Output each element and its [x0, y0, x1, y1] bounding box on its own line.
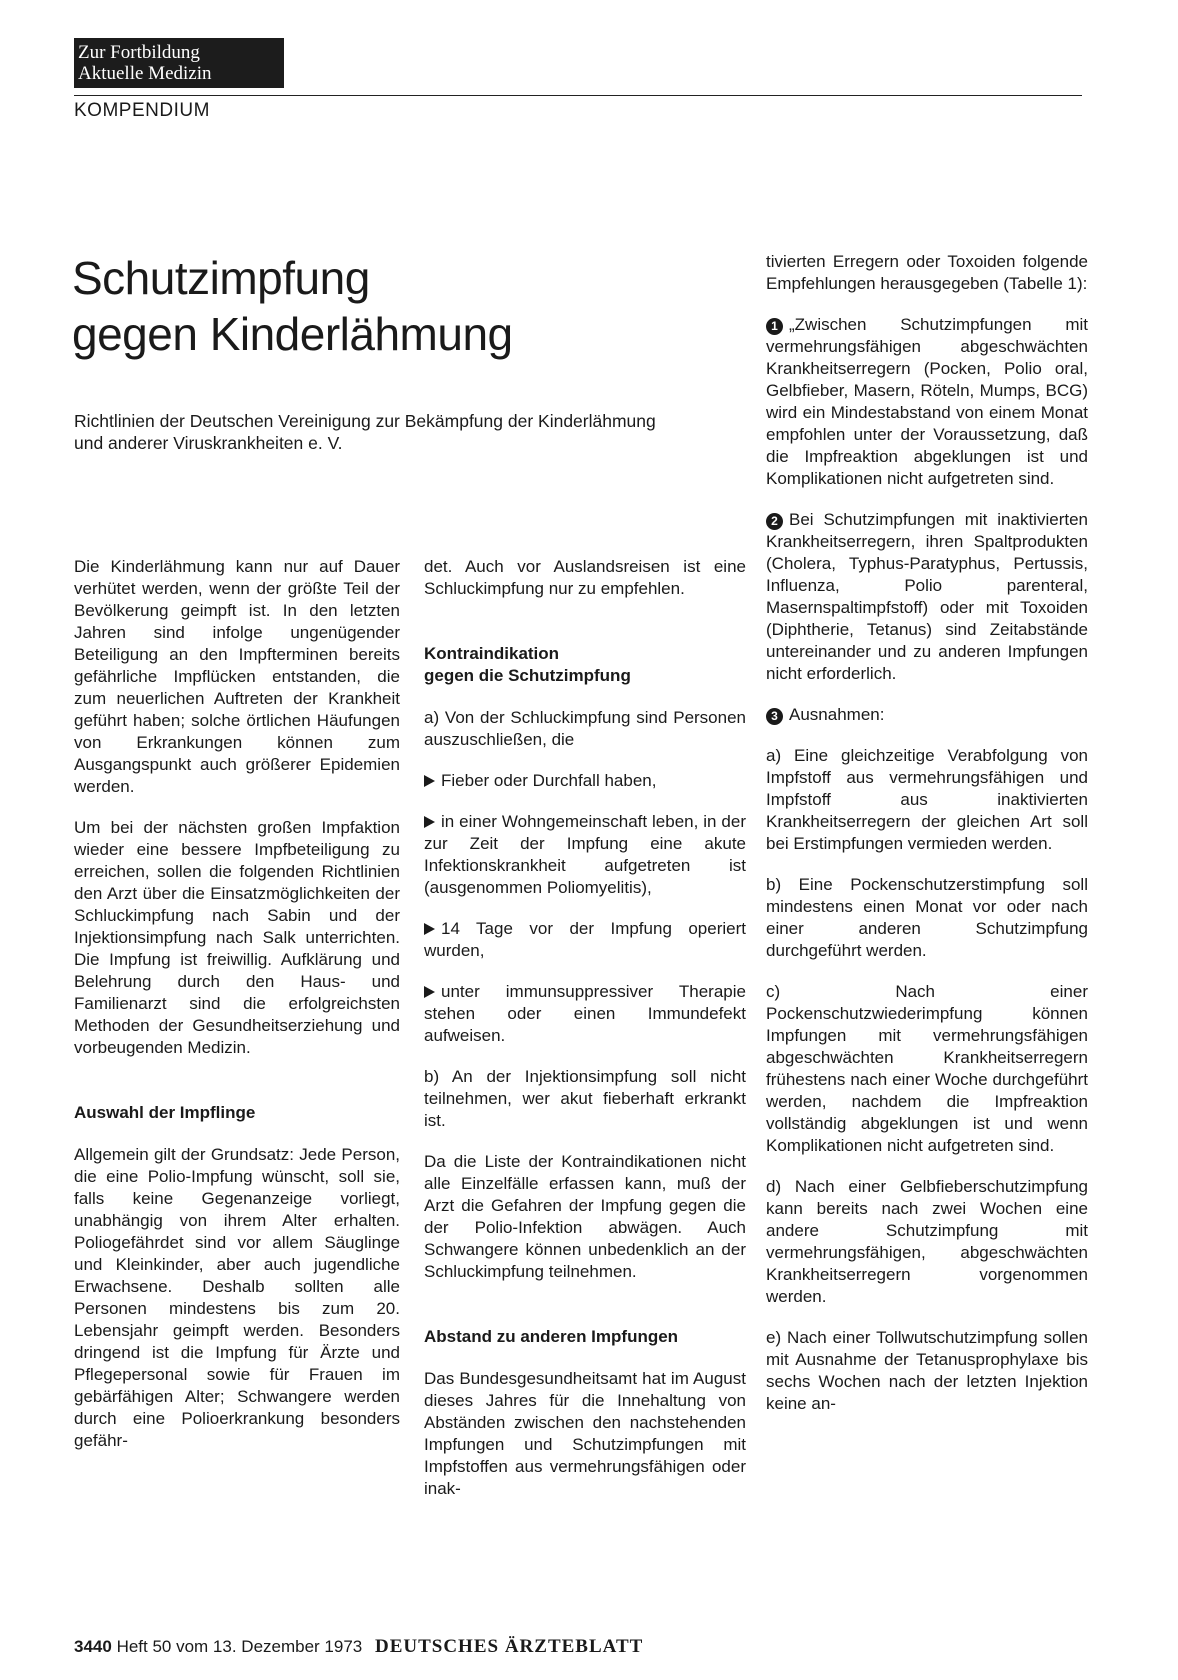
header-rule: [74, 95, 1082, 96]
triangle-bullet-icon: [424, 923, 435, 935]
number-2-icon: 2: [766, 513, 783, 530]
section-label-box: [74, 38, 284, 88]
bullet-text: 14 Tage vor der Impfung operiert wurden,: [424, 919, 746, 960]
paragraph: Um bei der nächsten großen Impfaktion wieder eine bessere Impfbeteiligung zu erreichen, sollen die folgenden Richtlinien den Arzt über die Einsatzmöglichkeiten der Schluckimpfung nach Sabin und der Injektionsimpfung nach Salk unterrichten. Die Impfung ist freiwillig. Aufklärung und Belehrung durch den Haus- und Familienarzt sind die erfolgreichsten Methoden der Gesundheitserziehung und vorbeugenden Medizin.: [74, 818, 400, 1057]
numbered-item: [766, 704, 1088, 726]
triangle-bullet-icon: [424, 775, 435, 787]
article-subtitle: [74, 410, 764, 454]
section-label-line2: Aktuelle Medizin: [78, 63, 212, 84]
numbered-text: Ausnahmen:: [789, 705, 885, 724]
section-title: KOMPENDIUM: [74, 100, 210, 121]
section-heading: Abstand zu anderen Impfungen: [424, 1327, 679, 1346]
article-title-line1: Schutzimpfung: [72, 252, 370, 304]
section-heading-line1: Kontraindikation: [424, 644, 560, 663]
paragraph: e) Nach einer Tollwutschutzimpfung sollen mit Ausnahme der Tetanusprophylaxe bis sechs Wochen nach der letzten Injektion keine an-: [766, 1328, 1088, 1413]
section-heading-line2: gegen die Schutzimpfung: [424, 666, 631, 685]
bullet-item: [424, 770, 746, 792]
numbered-text: Bei Schutzimpfungen mit inaktivierten Krankheitserregern, ihren Spaltprodukten (Cholera, Typhus-Paratyphus, Pertussis, Influenza, Polio parenteral, Masernspaltimpfstoff) oder mit Toxoiden (Diphtherie, Tetanus) sind Zeitabstände untereinander und zu anderen Impfungen nicht erforderlich.: [766, 510, 1088, 683]
section-label-line1: Zur Fortbildung: [78, 42, 200, 63]
section-heading: Auswahl der Impflinge: [74, 1103, 256, 1122]
bullet-text: unter immunsuppressiver Therapie stehen oder einen Immundefekt aufweisen.: [424, 982, 746, 1045]
paragraph: Da die Liste der Kontraindikationen nicht alle Einzelfälle erfassen kann, muß der Arzt die Gefahren der Impfung gegen die der Polio-Infektion abwägen. Auch Schwangere können unbedenklich an der Schluckimpfung teilnehmen.: [424, 1152, 746, 1281]
paragraph: b) Eine Pockenschutzerstimpfung soll mindestens einen Monat vor oder nach einer anderen Schutzimpfung durchgeführt werden.: [766, 875, 1088, 960]
issue-info: Heft 50 vom 13. Dezember 1973: [116, 1637, 363, 1656]
bullet-item: [424, 811, 746, 899]
article-subtitle-line2: und anderer Viruskrankheiten e. V.: [74, 433, 343, 453]
paragraph: Das Bundesgesundheitsamt hat im August dieses Jahres für die Innehaltung von Abständen zwischen den nachstehenden Impfungen und Schutzimpfungen mit Impfstoffen aus vermehrungsfähigen oder inak-: [424, 1369, 746, 1498]
numbered-text: „Zwischen Schutzimpfungen mit vermehrungsfähigen abgeschwächten Krankheitserregern (Pocken, Polio oral, Gelbfieber, Masern, Röteln, Mumps, BCG) wird ein Mindestabstand von einem Monat empfohlen unter der Voraussetzung, daß die Impfreaktion abgeklungen ist und Komplikationen nicht aufgetreten sind.: [766, 315, 1088, 488]
numbered-item: [766, 314, 1088, 490]
paragraph: a) Eine gleichzeitige Verabfolgung von Impfstoff aus vermehrungsfähigen und Impfstoff aus inaktivierten Krankheitserregern der gleichen Art soll bei Erstimpfungen vermieden werden.: [766, 746, 1088, 853]
paragraph: a) Von der Schluckimpfung sind Personen auszuschließen, die: [424, 708, 746, 749]
article-subtitle-line1: Richtlinien der Deutschen Vereinigung zur Bekämpfung der Kinderlähmung: [74, 411, 656, 431]
section-heading: [424, 643, 746, 687]
magazine-name: DEUTSCHES ÄRZTEBLATT: [374, 1636, 644, 1657]
article-title: [72, 250, 732, 362]
bullet-item: [424, 918, 746, 962]
column-1: [74, 556, 400, 1471]
page-number: 3440: [74, 1637, 112, 1656]
paragraph: Die Kinderlähmung kann nur auf Dauer verhütet werden, wenn der größte Teil der Bevölkerung geimpft ist. In den letzten Jahren sind infolge ungenügender Beteiligung an den Impfterminen bereits gefährliche Impflücken entstanden, die zum neuerlichen Auftreten der Krankheit geführt haben; solche örtlichen Häufungen von Erkrankungen können zum Ausgangspunkt auch größerer Epidemien werden.: [74, 557, 400, 796]
numbered-item: [766, 509, 1088, 685]
column-3: [766, 251, 1088, 1434]
paragraph: c) Nach einer Pockenschutzwiederimpfung können Impfungen mit vermehrungsfähigen abgeschwächten Krankheitserregern frühestens nach einer Woche durchgeführt werden, nachdem die Impfreaktion vollständig abgeklungen ist und wenn Komplikationen nicht aufgetreten sind.: [766, 982, 1088, 1155]
number-3-icon: 3: [766, 708, 783, 725]
column-2: [424, 556, 746, 1519]
triangle-bullet-icon: [424, 986, 435, 998]
bullet-item: [424, 981, 746, 1047]
article-title-line2: gegen Kinderlähmung: [72, 308, 513, 360]
paragraph: b) An der Injektionsimpfung soll nicht teilnehmen, wer akut fieberhaft erkrankt ist.: [424, 1067, 746, 1130]
paragraph: det. Auch vor Auslandsreisen ist eine Schluckimpfung nur zu empfehlen.: [424, 557, 746, 598]
paragraph: tivierten Erregern oder Toxoiden folgende Empfehlungen herausgegeben (Tabelle 1):: [766, 252, 1088, 293]
bullet-text: Fieber oder Durchfall haben,: [441, 771, 657, 790]
number-1-icon: 1: [766, 318, 783, 335]
paragraph: Allgemein gilt der Grundsatz: Jede Person, die eine Polio-Impfung wünscht, soll sie, falls keine Gegenanzeige vorliegt, unabhängig von ihrem Alter erhalten. Poliogefährdet sind vor allem Säuglinge und Kleinkinder, aber auch jugendliche Erwachsene. Deshalb sollten alle Personen mindestens bis zum 20. Lebensjahr geimpft werden. Besonders dringend ist die Impfung für Ärzte und Pflegepersonal sowie für Frauen im gebärfähigen Alter; Schwangere werden durch eine Polioerkrankung besonders gefähr-: [74, 1145, 400, 1450]
triangle-bullet-icon: [424, 816, 435, 828]
page-footer: [74, 1636, 643, 1658]
paragraph: d) Nach einer Gelbfieberschutzimpfung kann bereits nach zwei Wochen eine andere Schutzimpfung mit vermehrungsfähigen, abgeschwächten Krankheitserregern vorgenommen werden.: [766, 1177, 1088, 1306]
bullet-text: in einer Wohngemeinschaft leben, in der zur Zeit der Impfung eine akute Infektionskrankheit aufgetreten ist (ausgenommen Poliomyelitis),: [424, 812, 746, 897]
